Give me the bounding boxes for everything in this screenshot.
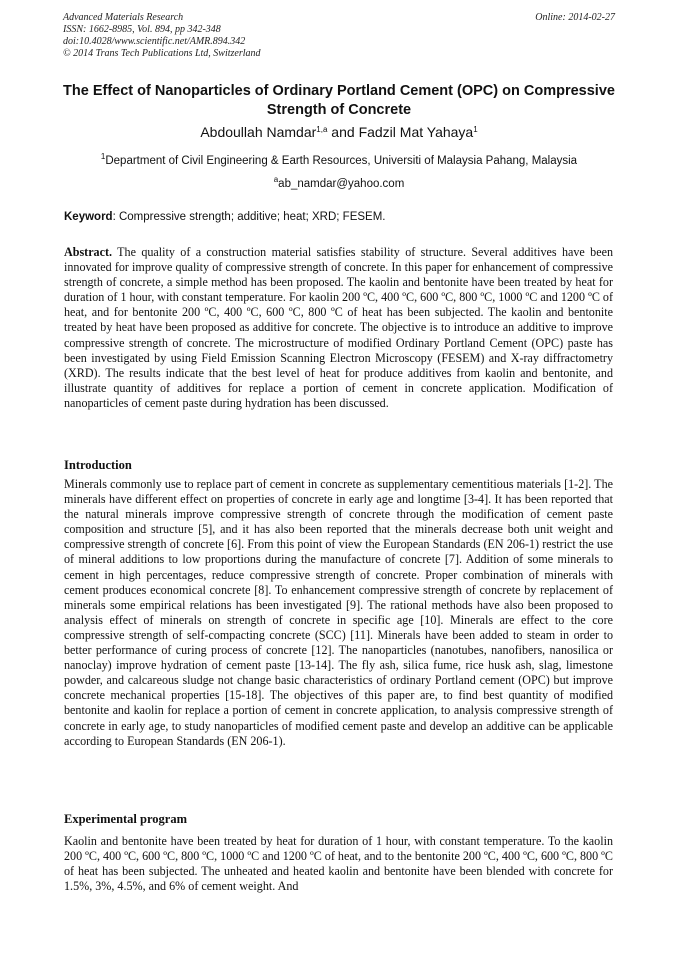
doi-line: doi:10.4028/www.scientific.net/AMR.894.342 (63, 36, 246, 47)
section-heading-introduction: Introduction (64, 458, 132, 472)
online-date: Online: 2014-02-27 (535, 12, 615, 23)
issn-line: ISSN: 1662-8985, Vol. 894, pp 342-348 (63, 24, 221, 35)
keywords-text: : Compressive strength; additive; heat; XRD; FESEM. (112, 211, 386, 223)
copyright-line: © 2014 Trans Tech Publications Ltd, Switzerland (63, 48, 261, 59)
email-address: ab_namdar@yahoo.com (278, 178, 405, 190)
experimental-paragraph: Kaolin and bentonite have been treated by heat for duration of 1 hour, with constant temperature. To the kaolin 200 ºC, 400 ºC, 600 ºC, 800 ºC, 1000 ºC and 1200 ºC of heat, and to the bentonite 200 ºC, 400 ºC, 600 ºC, 800 ºC of heat has been subjected. The unheated and heated kaolin and bentonite have been blended with concrete for 1.5%, 3%, 4.5%, and 6% of cement weight. And (64, 834, 613, 894)
author-line (60, 124, 618, 140)
affiliation (40, 152, 638, 167)
author-email (60, 175, 618, 190)
email-superscript: a (273, 175, 279, 184)
author-conjunction: and (327, 124, 359, 140)
paper-title: The Effect of Nanoparticles of Ordinary Portland Cement (OPC) on Compressive Strength of Concrete (63, 83, 615, 118)
running-header (63, 12, 615, 60)
introduction-paragraph: Minerals commonly use to replace part of cement in concrete as supplementary cementitious materials [1-2]. The minerals have different effect on properties of concrete in early age and longtime [3-4]. It has been reported that the natural minerals improve compressive strength of concrete through the modification of cement paste composition and structure [5], and it has also been reported that the minerals decrease both unit weight and compressive strength of concrete [6]. From this point of view the European Standards (EN 206-1) restrict the use of mineral additions to low proportions during the manufacture of concrete [7]. Addition of some minerals to cement in high percentages, reduce compressive strength of concrete. Proper combination of minerals with cement produces economical concrete [8]. To enhancement compressive strength of concrete by replacement of minerals some empirical relations has been investigated [9]. The rational methods have also been proposed to analysis effect of minerals on strength of concrete in specific age [10]. Minerals are effect to the core compressive strength of self-compacting concrete (SCC) [11]. Minerals have been added to steam in order to better performance of curing process of concrete [12]. The nanoparticles (nanotubes, nanofibers, nanosilica or nanoclay) improve hydration of cement paste [13-14]. The fly ash, silica fume, rice husk ash, slag, limestone powder, and calcareous sludge not change basic characteristics of ordinary Portland cement (OPC) but improve concrete mechanical properties [15-18]. The objectives of this paper are, to find best quantity of modified bentonite and kaolin for replace a portion of cement in concrete application, to analysis compressive strength of concrete in early age, to study nanoparticles of modified cement paste and develop an additive can be applicable according to European Standards (EN 206-1). (64, 477, 613, 748)
journal-name: Advanced Materials Research (63, 12, 184, 23)
affiliation-text: Department of Civil Engineering & Earth Resources, Universiti of Malaysia Pahang, Malaysia (105, 155, 578, 167)
abstract-label: Abstract. (64, 245, 113, 259)
keywords-label: Keyword (64, 211, 113, 223)
keywords (64, 211, 614, 223)
section-heading-experimental: Experimental program (64, 812, 188, 826)
author-name: Fadzil Mat Yahaya (358, 124, 474, 140)
author-superscript: 1,a (316, 125, 328, 134)
journal-info (63, 12, 615, 60)
author-name: Abdoullah Namdar (200, 124, 317, 140)
abstract (64, 245, 613, 411)
affiliation-superscript: 1 (100, 152, 106, 161)
author-superscript: 1 (473, 125, 478, 134)
abstract-text: The quality of a construction material satisfies stability of structure. Several additives have been innovated for improve quality of compressive strength of concrete. In this paper for enhancement of compressive strength of concrete, a simple method has been proposed. The kaolin and bentonite have been treated by heat for duration of 1 hour, with constant temperature. For kaolin 200 ºC, 400 ºC, 600 ºC, 800 ºC, 1000 ºC and 1200 ºC of heat, and for bentonite 200 ºC, 400 ºC, 600 ºC, 800 ºC of heat has been subjected. The kaolin and bentonite treated by heat have been proposed as additive for concrete. The objective is to introduce an additive to improve compressive strength of concrete. The microstructure of modified Ordinary Portland Cement (OPC) paste has been investigated by using Field Emission Scanning Electron Microscopy (FESEM) and X-ray diffractometry (XRD). The results indicate that the best level of heat for produce additives from kaolin and bentonite, and illustrate quantity of additives for replace a portion of cement in concrete application. Modification of nanoparticles of cement paste during hydration has been discussed. (64, 245, 613, 410)
